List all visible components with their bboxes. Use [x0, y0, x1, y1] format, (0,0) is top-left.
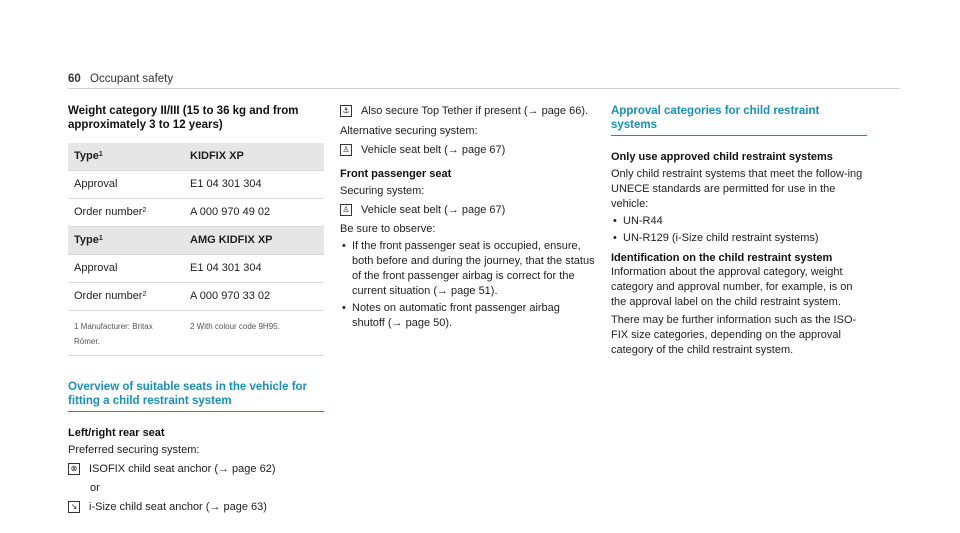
table-footnotes — [68, 311, 324, 356]
left-right-rear-seat-heading: Left/right rear seat — [68, 427, 165, 439]
footnote: 1 Manufacturer: Britax Römer. — [74, 322, 153, 346]
i-size-icon: ↘ — [68, 501, 80, 513]
toptether-text: Also secure Top Tether if present (→ page 66). — [361, 105, 589, 117]
approved-systems-text: Only child restraint systems that meet the follow-ing UNECE standards are permitted for use in the vehicle: — [611, 168, 863, 210]
front-passenger-seat-heading: Front passenger seat — [340, 168, 452, 180]
list-item: • If the front passenger seat is occupied, ensure, both before and during the journey, that the status of the front passenger airbag is correct for the current situation (→ page 51). — [340, 239, 595, 299]
seatbelt-line — [340, 143, 595, 158]
securing-system-text: Securing system: — [340, 185, 425, 197]
row-label: Approval — [74, 262, 118, 274]
section-title-overview: Overview of suitable seats in the vehicle for fitting a child restraint system — [68, 380, 324, 412]
table-header-row: Type$^1$ AMG KIDFIX XP — [68, 227, 324, 255]
table-row: Order number$^2$ A 000 970 49 02 — [68, 199, 324, 227]
seatbelt-text: Vehicle seat belt (→ page 67) — [361, 144, 506, 156]
footnote: 2 With colour code 9H95. — [190, 322, 280, 331]
row-label: Approval — [74, 178, 118, 190]
row-label: Order number — [74, 290, 143, 302]
standards-list — [611, 214, 867, 246]
row-value: A 000 970 33 02 — [190, 290, 271, 302]
type-label: Type — [74, 234, 99, 246]
row-value: A 000 970 49 02 — [190, 206, 271, 218]
approved-systems-heading: Only use approved child restraint systems — [611, 151, 833, 163]
further-info-text: There may be further information such as the ISO-FIX size categories, depending on the approval category of the child restraint system. — [611, 314, 857, 356]
column-left — [68, 104, 324, 515]
child-seat-table — [68, 143, 324, 356]
identification-heading: Identification on the child restraint system — [611, 252, 833, 264]
weight-category-heading: Weight category II/III (15 to 36 kg and from approximately 3 to 12 years) — [68, 105, 299, 131]
row-value: E1 04 301 304 — [190, 178, 262, 190]
table-row: Order number$^2$ A 000 970 33 02 — [68, 283, 324, 311]
page-number: 60 — [68, 73, 81, 85]
table-row — [68, 171, 324, 199]
section-title-approval: Approval categories for child restraint systems — [611, 104, 867, 136]
table-row — [68, 255, 324, 283]
isize-text: i-Size child seat anchor (→ page 63) — [89, 501, 267, 513]
column-middle — [340, 104, 595, 331]
running-title: Occupant safety — [90, 73, 174, 85]
list-item: • Notes on automatic front passenger airbag shutoff (→ page 50). — [340, 301, 595, 331]
isofix-line — [68, 462, 324, 477]
column-right — [611, 104, 867, 358]
isofix-text: ISOFIX child seat anchor (→ page 62) — [89, 463, 276, 475]
seat-belt-icon: ♙ — [340, 204, 352, 216]
seat-belt-icon: ♙ — [340, 144, 352, 156]
observe-list — [340, 239, 595, 331]
header-divider — [68, 88, 900, 89]
list-item: • UN-R129 (i-Size child restraint systems) — [611, 231, 867, 246]
seat-model: AMG KIDFIX XP — [190, 234, 273, 246]
page-header — [68, 72, 173, 87]
list-item: • UN-R44 — [611, 214, 867, 229]
row-value: E1 04 301 304 — [190, 262, 262, 274]
preferred-system-text: Preferred securing system: — [68, 444, 200, 456]
row-label: Order number — [74, 206, 143, 218]
or-text: or — [90, 482, 100, 494]
seat-model: KIDFIX XP — [190, 150, 244, 162]
top-tether-icon: ⚓ — [340, 105, 352, 117]
isofix-icon: ⊗ — [68, 463, 80, 475]
seatbelt-text: Vehicle seat belt (→ page 67) — [361, 204, 506, 216]
isize-line — [68, 500, 324, 515]
observe-text: Be sure to observe: — [340, 223, 436, 235]
seatbelt-line — [340, 203, 595, 218]
identification-text: Information about the approval category, weight category and approval number, for example, is on the approval label on the child restraint system. — [611, 266, 853, 308]
alternative-system-text: Alternative securing system: — [340, 125, 478, 137]
table-header-row: Type$^1$ KIDFIX XP — [68, 143, 324, 171]
toptether-line — [340, 104, 595, 119]
type-label: Type — [74, 150, 99, 162]
